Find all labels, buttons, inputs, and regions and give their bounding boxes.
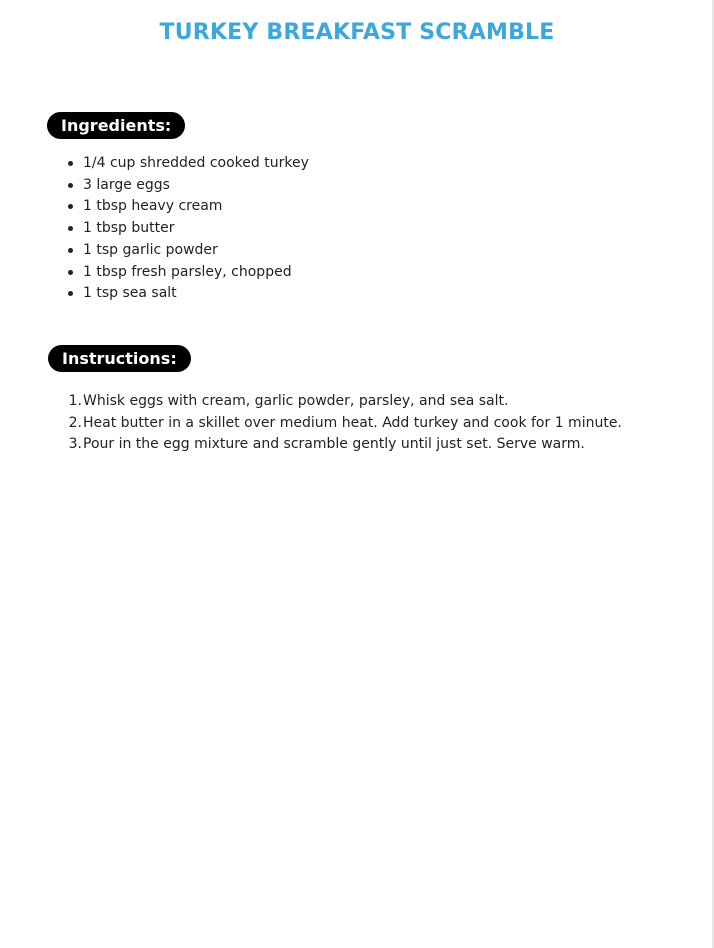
- ingredient-text: 3 large eggs: [83, 176, 170, 193]
- step-number: 3.: [68, 436, 82, 453]
- ingredients-list: [63, 153, 623, 305]
- ingredients-heading: Ingredients:: [47, 112, 185, 139]
- bullet-icon: [68, 270, 73, 275]
- ingredient-item: [63, 153, 623, 175]
- ingredient-item: [63, 283, 623, 305]
- bullet-icon: [68, 161, 73, 166]
- bullet-icon: [68, 226, 73, 231]
- ingredient-text: 1 tbsp heavy cream: [83, 198, 223, 215]
- step-text: Heat butter in a skillet over medium heat. Add turkey and cook for 1 minute.: [83, 414, 622, 431]
- ingredient-text: 1 tsp sea salt: [83, 285, 177, 302]
- step-text: Whisk eggs with cream, garlic powder, parsley, and sea salt.: [83, 393, 509, 409]
- instructions-list: [63, 391, 653, 456]
- step-number: 2.: [68, 414, 82, 431]
- step-text: Pour in the egg mixture and scramble gently until just set. Serve warm.: [83, 436, 585, 453]
- bullet-icon: [68, 248, 73, 253]
- ingredient-text: 1 tbsp butter: [83, 220, 175, 237]
- instruction-step: [63, 434, 653, 456]
- ingredient-item: [63, 218, 623, 240]
- bullet-icon: [68, 204, 73, 209]
- ingredient-item: [63, 262, 623, 284]
- ingredient-text: 1/4 cup shredded cooked turkey: [83, 155, 309, 171]
- ingredient-text: 1 tsp garlic powder: [83, 241, 218, 258]
- step-number: 1.: [68, 393, 82, 409]
- ingredient-item: [63, 196, 623, 218]
- ingredient-text: 1 tbsp fresh parsley, chopped: [83, 263, 292, 280]
- instructions-heading: Instructions:: [48, 345, 191, 372]
- bullet-icon: [68, 291, 73, 296]
- instruction-step: [63, 413, 653, 435]
- bullet-icon: [68, 183, 73, 188]
- recipe-title: TURKEY BREAKFAST SCRAMBLE: [159, 20, 555, 45]
- instruction-step: [63, 391, 653, 413]
- ingredient-item: [63, 240, 623, 262]
- ingredient-item: [63, 175, 623, 197]
